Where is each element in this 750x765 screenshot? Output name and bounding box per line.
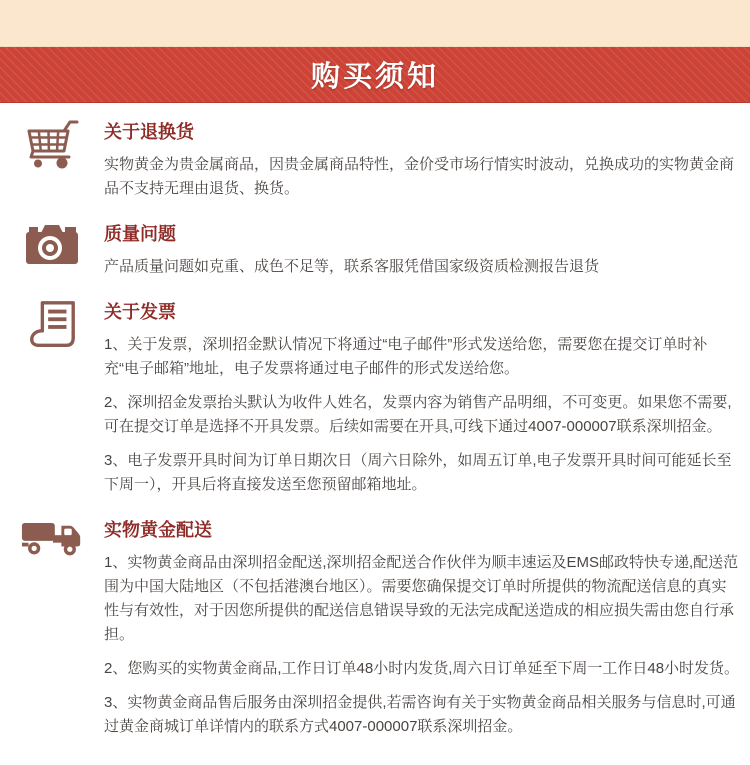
paragraph: 产品质量问题如克重、成色不足等，联系客服凭借国家级资质检测报告退货: [104, 258, 600, 275]
section-title-delivery: 实物黄金配送: [104, 520, 212, 540]
section-returns: [0, 115, 750, 211]
page-title: 购买须知: [310, 61, 439, 93]
truck-icon: [21, 517, 83, 559]
cart-icon: [24, 119, 80, 169]
section-delivery: [0, 513, 750, 749]
paragraph: 实物黄金为贵金属商品，因贵金属商品特性，金价受市场行情实时波动，兑换成功的实物黄金商品不支持无理由退货、换货。: [104, 156, 735, 197]
section-title-invoice: 关于发票: [104, 302, 176, 322]
camera-icon: [25, 221, 79, 267]
paragraph: 1、实物黄金商品由深圳招金配送,深圳招金配送合作伙伴为顺丰速运及EMS邮政特快专递,配送范围为中国大陆地区（不包括港澳台地区）。需要您确保提交订单时所提供的物流配送信息的真实性与有效性，对于因您所提供的配送信息错误导致的无法完成配送造成的相应损失需由您自行承担。: [104, 554, 739, 643]
top-spacer-band: [0, 0, 750, 47]
paragraph: 2、您购买的实物黄金商品,工作日订单48小时内发货,周六日订单延至下周一工作日48小时发货。: [104, 660, 740, 677]
paragraph: 3、电子发票开具时间为订单日期次日（周六日除外，如周五订单,电子发票开具时间可能延长至下周一），开具后将直接发送至您预留邮箱地址。: [104, 452, 732, 493]
section-invoice: [0, 295, 750, 507]
paragraph: 1、关于发票，深圳招金默认情况下将通过“电子邮件”形式发送给您，需要您在提交订单时补充“电子邮箱”地址，电子发票将通过电子邮件的形式发送给您。: [104, 336, 708, 377]
section-title-returns: 关于退换货: [104, 122, 194, 142]
section-quality: [0, 217, 750, 289]
page-title-banner: [0, 47, 750, 103]
invoice-icon: [25, 299, 79, 353]
paragraph: 3、实物黄金商品售后服务由深圳招金提供,若需咨询有关于实物黄金商品相关服务与信息时,可通过黄金商城订单详情内的联系方式4007-000007联系深圳招金。: [104, 694, 736, 735]
notice-content: [0, 103, 750, 765]
paragraph: 2、深圳招金发票抬头默认为收件人姓名，发票内容为销售产品明细，不可变更。如果您不需要,可在提交订单是选择不开具发票。后续如需要在开具,可线下通过4007-000007联系深圳招金。: [104, 394, 732, 435]
section-title-quality: 质量问题: [104, 224, 176, 244]
